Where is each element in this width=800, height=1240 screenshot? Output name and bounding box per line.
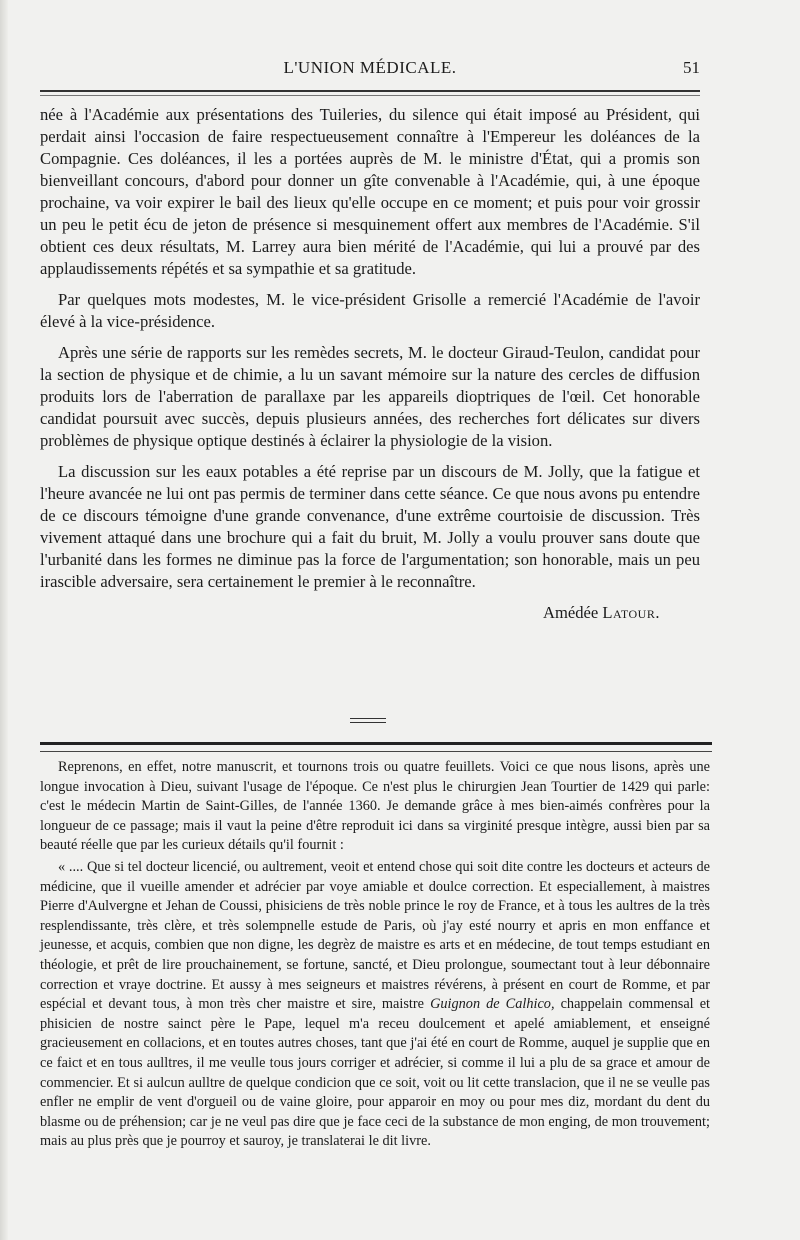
section-end-rule <box>350 718 386 719</box>
feuilleton-quotation <box>40 858 710 1152</box>
signature-first-name: Amédée <box>542 603 599 622</box>
feuilleton-paragraph-intro: Reprenons, en effet, notre manuscrit, et tournons trois ou quatre feuillets. Voici ce que nous lisons, après une longue invocation à Dieu, suivant l'usage de l'époque. Ce n'est plus le chirurgien Jean Tourtier de 1429 qui parle: c'est le médecin Martin de Saint-Gilles, de l'année 1360. Je demande grâce à mes bien-aimés confrères pour la longueur de ce passage; mais il vaut la peine d'être reproduit ici dans sa virginité presque intègre, aussi bien par sa beauté réelle que par les curieux détails qu'il fournit : <box>40 759 710 854</box>
paragraph-eaux-potables: La discussion sur les eaux potables a été reprise par un discours de M. Jolly, que la fatigue et l'heure avancée ne lui ont pas permis de terminer dans cette séance. Ce que nous avons pu entendre de ce discours témoigne d'une grande convenance, d'une extrême courtoisie de discussion. Très vivement attaqué dans une brochure qui a fait du bruit, M. Jolly a voulu prouver sans doute que l'urbanité dans les formes ne diminue pas la force de l'argumentation; son honorable, mais un peu irascible adversaire, sera certainement le premier à le reconnaître. <box>40 462 700 591</box>
page-number: 51 <box>683 58 700 77</box>
paragraph-academie: née à l'Académie aux présentations des Tuileries, du silence qui était imposé au Président, qui perdait ainsi l'occasion de faire respectueusement connaître à l'Empereur les doléances de la Compagnie. Ces doléances, il les a portées auprès de M. le ministre d'État, qui a promis son bienveillant concours, d'abord pour donner un gîte convenable à l'Académie, qui, à une époque prochaine, va voir expirer le bail des lieux qu'elle occupe en ce moment; et puis pour voir grossir un peu le petit écu de jeton de présence si mesquinement offert aux membres de l'Académie. S'il obtient ces deux résultats, M. Larrey aura bien mérité de l'Académie, qui lui a prouvé par des applaudissements répétés et sa sympathie et sa gratitude. <box>40 105 700 278</box>
feuilleton-separator <box>40 742 712 752</box>
running-head <box>40 58 700 84</box>
running-title: L'UNION MÉDICALE. <box>283 58 457 77</box>
paragraph-giraud-teulon: Après une série de rapports sur les remèdes secrets, M. le docteur Giraud-Teulon, candidat pour la section de physique et de chimie, a lu un savant mémoire sur la nature des cercles de diffusion produits lors de l'aberration de parallaxe par les appareils dioptriques de l'œil. Cet honorable candidat poursuit avec succès, depuis plusieurs années, des recherches fort délicates sur divers problèmes de physique optique destinés à éclairer la physiologie de la vision. <box>40 343 700 450</box>
header-rule-thin <box>40 95 700 96</box>
quotation-name: Guignon de Calhico, <box>430 996 555 1013</box>
paragraph-grisolle: Par quelques mots modestes, M. le vice-président Grisolle a remercié l'Académie de l'avoir élevé à la vice-présidence. <box>40 290 700 331</box>
header-rule <box>40 90 700 92</box>
feuilleton-section <box>40 758 710 1154</box>
page-edge-shadow <box>0 0 8 1240</box>
quotation-part-2: chappelain commensal et phisicien de nostre sainct père le Pape, lequel m'a receu doulcement et apelé amiablement, et enseigné gracieusement en collacions, et en toutes autres choses, tant que j'ai été en court de Romme, auquel je supplie que en ce faict et en tous aulltres, il me veulle tous jours corriger et adrécier, si comme il lui a plu de sa grace et amour de commencier. Et si aulcun aulltre de quelque condicion que ce soit, voit ou lit cette translacion, que il ne se veulle pas enfler ne emplir de vent d'orgueil ou de vaine gloire, pour apparoir en moy ou pour mes diz, mordant du dent du blasme ou de préhension; car je ne veul pas dire que je face ceci de la substance de mon enging, de mon trouvement; mais au plus près que je pourroy et sauroy, je translaterai le dit livre. <box>40 996 711 1150</box>
main-article <box>40 104 700 624</box>
author-signature <box>40 602 700 624</box>
section-end-rule-second <box>350 722 386 723</box>
signature-last-name: Latour. <box>602 603 660 622</box>
quotation-part-1: « .... Que si tel docteur licencié, ou aultrement, veoit et entend chose qui soit dite contre les docteurs et acteurs de médicine, que il vueille amender et adrécier par voye amiable et doulce correction. Et especiallement, à maistres Pierre d'Aulvergne et Jehan de Coussi, phisiciens de très noble prince le roy de France, et à tous les aultres de la très resplendissante, très clère, et très solempnelle estude de Paris, où j'ay esté nourry et apris en mon enffance et jeunesse, et acquis, combien que non digne, les degrèz de maistre es arts et en médecine, de tout temps estudiant en théologie, et prêt de lire prouchainement, se fortune, sancté, et Dieu prolongue, soumectant tout à leur débonnaire correction et vraye doctrine. Et aussy à mes seigneurs et maistres révérens, à présent en court de Romme, et par espécial et devant tous, à mon très cher maistre et sire, maistre <box>40 858 710 1013</box>
